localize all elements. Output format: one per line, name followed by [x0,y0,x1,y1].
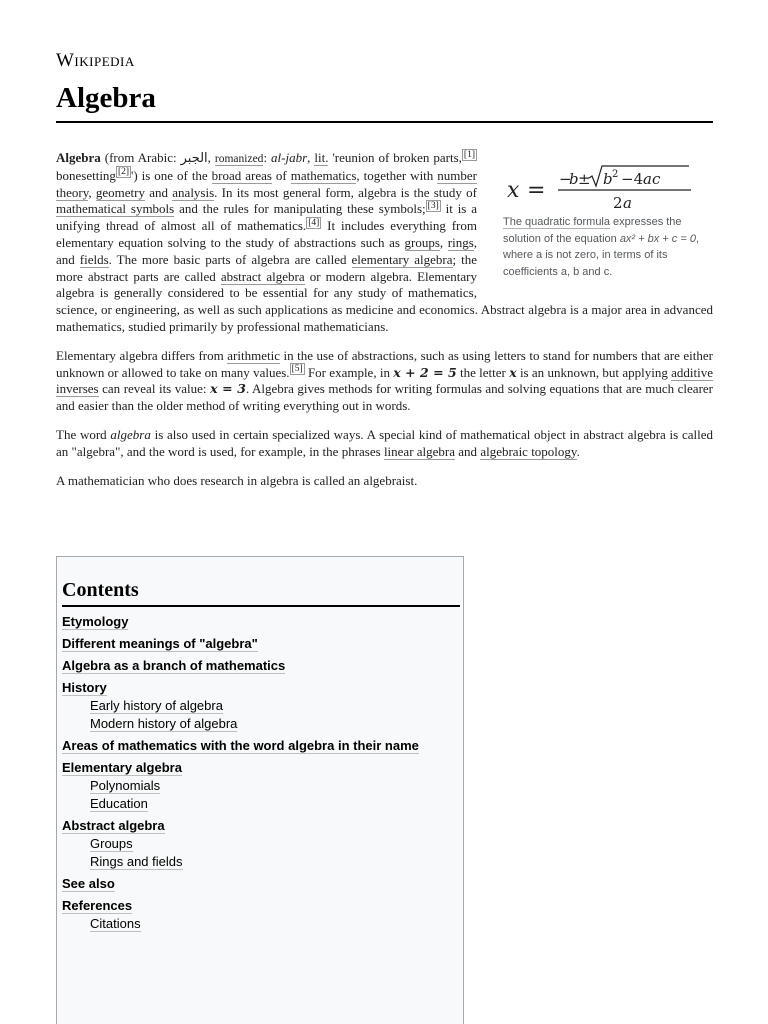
text: is an unknown, but applying [516,364,672,380]
text: For example, in [304,364,394,380]
toc-item-label[interactable]: Education [90,796,148,811]
text: , [439,234,448,250]
text: ; the more abstract parts are called [56,251,477,284]
text: is also used in certain specialized ways. A special kind of mathematical object in abstract algebra is called an "algebra", and the word is used, for example, in the phrases [56,426,713,459]
toc-item[interactable] [62,853,460,871]
toc-item-label[interactable]: Citations [90,916,141,931]
number-theory-link[interactable]: number theory [56,167,477,200]
literal-link[interactable]: lit. [314,150,329,165]
toc-item-label[interactable]: Different meanings of "algebra" [62,636,258,651]
variable-x: x [509,364,517,380]
svg-text:b: b [569,170,579,188]
text: . [576,443,580,459]
toc-item[interactable] [62,657,460,675]
text: bonesetting [56,167,116,183]
text: , [207,150,215,165]
groups-link[interactable]: groups [404,234,440,250]
toc-item-label[interactable]: References [62,898,133,913]
svg-text:x: x [507,178,520,203]
elementary-algebra-link[interactable]: elementary algebra [351,251,453,267]
toc-item[interactable] [62,697,460,715]
arabic-word: الجبر [180,151,208,166]
table-of-contents [56,556,464,1024]
citation-4[interactable]: [4] [308,217,320,228]
toc-item-label[interactable]: History [62,680,107,695]
infobox-caption [503,214,713,280]
text: and [455,443,481,459]
toc-title: Contents [62,579,139,601]
text: and the rules for manipulating these symbols; [174,201,426,217]
toc-item[interactable] [62,875,460,893]
article-body [56,150,713,501]
svg-text:2: 2 [612,169,619,180]
title-divider [56,121,713,123]
toc-item-label[interactable]: Early history of algebra [90,698,223,713]
text: of [271,167,291,183]
romanized-link[interactable]: romanized [214,153,264,165]
toc-item[interactable] [62,777,460,795]
wikipedia-wordmark[interactable]: Wikipedia [56,50,135,71]
intro-paragraph-3 [56,427,713,461]
svg-text:a: a [623,194,632,212]
equation-x-plus-2: x + 2 = 5 [393,364,457,380]
toc-item-label[interactable]: Areas of mathematics with the word algebra in their name [62,738,419,753]
toc-item-label[interactable]: Polynomials [90,778,161,793]
linear-algebra-link[interactable]: linear algebra [383,443,456,459]
toc-item-label[interactable]: Elementary algebra [62,760,182,775]
text: in the use of abstractions, such as using letters to stand for numbers that are either unknown or allowed to take on many values. [56,347,713,380]
toc-item[interactable] [62,679,460,697]
toc-item[interactable] [62,759,460,777]
svg-text:ac: ac [643,170,661,188]
text: , [88,184,96,200]
caption-tail: , where a is not zero, in terms of its coefficients a, b and c. [503,232,699,278]
fields-link[interactable]: fields [79,251,109,267]
text: or modern algebra. Elementary algebra is generally considered to be essential for any study of mathematics, science, or engineering, as well as such applications as medicine and economics. Abstract algebra is a major area in advanced mathematics, studied primarily by professional mathematicians. [56,268,713,334]
text: It includes everything from elementary equation solving to the study of abstractions such as [56,218,477,250]
toc-item[interactable] [62,817,460,835]
toc-item[interactable] [62,635,460,653]
citation-1[interactable]: [1] [463,149,475,160]
rings-link[interactable]: rings [447,234,474,250]
intro-paragraph-2 [56,348,713,415]
text: Elementary algebra differs from [56,347,228,363]
caption-equation: ax² + bx + c = 0 [619,232,696,245]
toc-item-label[interactable]: Modern history of algebra [90,716,238,731]
toc-item-label[interactable]: Rings and fields [90,854,183,869]
mathematics-link[interactable]: mathematics [290,167,357,183]
algebra-italic: algebra [110,426,151,442]
text: 'reunion of broken parts, [328,150,462,165]
text: the letter [456,364,510,380]
text: it is a unifying thread of almost all of mathematics. [56,201,477,234]
toc-divider [62,605,460,607]
svg-text:±: ± [578,170,591,188]
abstract-algebra-link[interactable]: abstract algebra [220,268,305,284]
page-title: Algebra [56,82,156,114]
text: , together with [356,167,438,183]
toc-item[interactable] [62,795,460,813]
toc-item[interactable] [62,915,460,933]
citation-2[interactable]: [2] [117,167,130,178]
mathematical-symbols-link[interactable]: mathematical symbols [56,201,175,217]
svg-text:2: 2 [613,194,623,212]
intro-paragraph-4: A mathematician who does research in algebra is called an algebraist. [56,472,418,488]
toc-item-label[interactable]: Etymology [62,614,129,629]
text: and [144,184,173,200]
text: , and [56,234,478,267]
citation-3[interactable]: [3] [427,201,439,212]
geometry-link[interactable]: geometry [95,184,145,200]
term-bold: Algebra [56,150,101,165]
infobox [503,152,713,280]
quadratic-formula-link[interactable]: The quadratic formula [503,216,610,228]
citation-5[interactable]: [5] [291,364,303,375]
toc-item[interactable] [62,737,460,755]
svg-text:=: = [527,178,546,203]
quadratic-formula-image [503,152,713,214]
text: . Algebra gives methods for writing formulas and solving equations that are much clearer and easier than the older method of writing everything out in words. [56,381,713,414]
algebraic-topology-link[interactable]: algebraic topology [480,443,577,459]
transliteration: al-jabr [271,150,308,165]
text: can reveal its value: [98,381,211,397]
quadratic-formula-svg [503,152,713,214]
text: , [307,150,315,165]
analysis-link[interactable]: analysis [172,184,215,200]
toc-item[interactable] [62,835,460,853]
toc-item-label[interactable]: See also [62,876,115,891]
additive-inverses-link[interactable]: additive inverses [56,364,714,397]
text: ') is one of the [131,167,212,183]
equation-x-equals-3: x = 3 [210,381,246,397]
broad-areas-link[interactable]: broad areas [211,167,272,183]
toc-item[interactable] [62,613,460,631]
text: . The more basic parts of algebra are called [108,251,352,267]
text: (from Arabic: [100,150,181,165]
toc-item[interactable] [62,897,460,915]
toc-item-label[interactable]: Algebra as a branch of mathematics [62,658,286,673]
text: . In its most general form, algebra is the study of [214,184,477,200]
svg-text:−: − [559,170,572,188]
arithmetic-link[interactable]: arithmetic [227,347,280,363]
toc-list [62,613,460,933]
svg-text:−4: −4 [621,170,644,188]
toc-item[interactable] [62,715,460,733]
caption-text: expresses the solution of the equation [503,216,682,245]
toc-item-label[interactable]: Abstract algebra [62,818,165,833]
text: : [263,150,272,165]
toc-item-label[interactable]: Groups [90,836,133,851]
text: The word [56,426,111,442]
svg-text:b: b [603,170,613,188]
